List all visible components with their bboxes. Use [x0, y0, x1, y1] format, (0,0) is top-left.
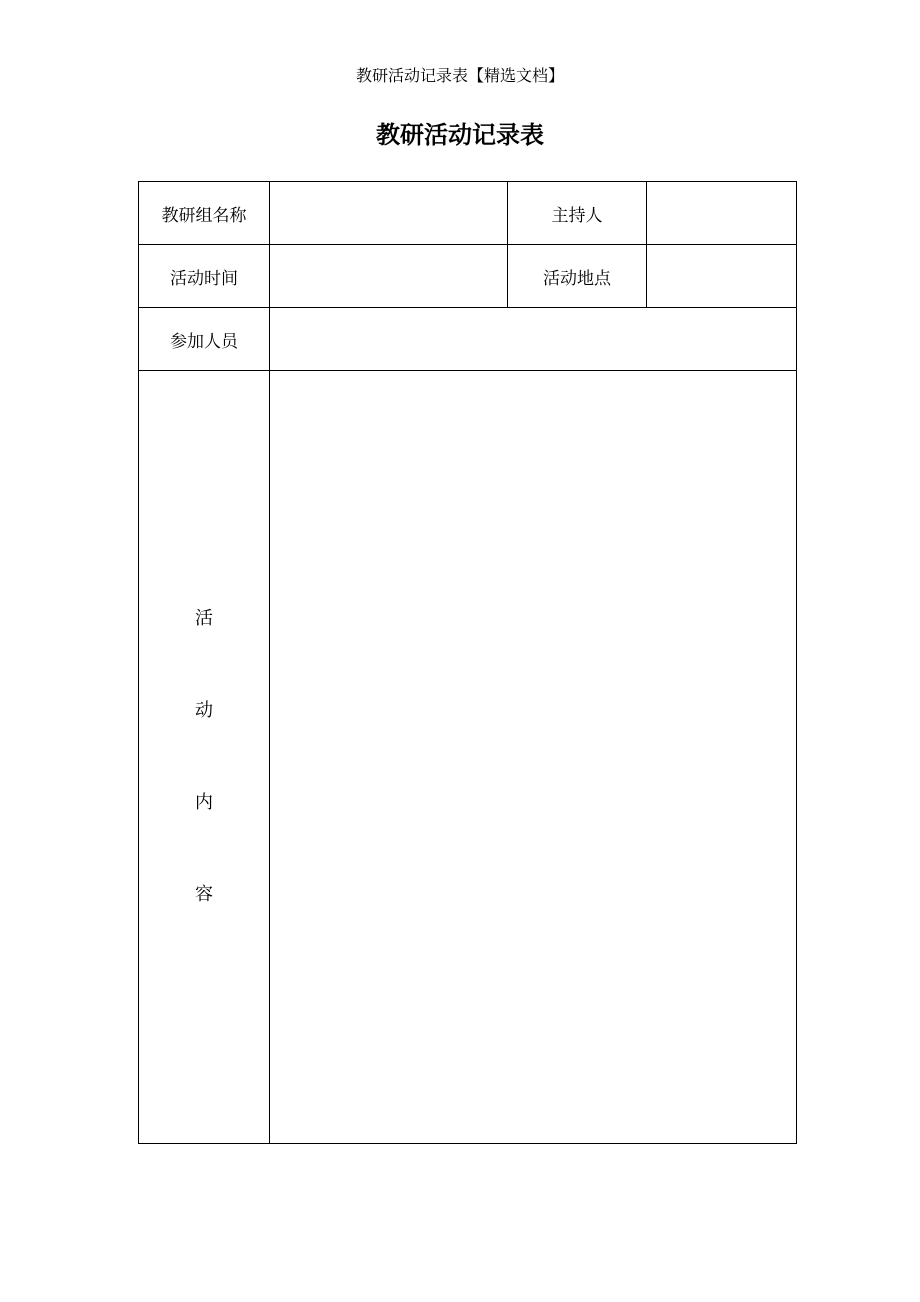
page-title: 教研活动记录表 [376, 120, 544, 149]
activity-location-label: 活动地点 [508, 245, 647, 308]
content-label-char: 内 [195, 792, 213, 813]
activity-location-field[interactable] [647, 245, 797, 308]
content-label-char: 动 [195, 700, 213, 721]
table-row [139, 371, 797, 1144]
host-label: 主持人 [508, 182, 647, 245]
participants-field[interactable] [270, 308, 797, 371]
host-field[interactable] [647, 182, 797, 245]
table-row [139, 245, 797, 308]
table-row [139, 308, 797, 371]
activity-content-field[interactable] [270, 371, 797, 1144]
content-label-char: 活 [195, 608, 213, 629]
activity-content-label [139, 371, 270, 1144]
activity-time-label: 活动时间 [139, 245, 270, 308]
content-label-char: 容 [195, 884, 213, 905]
activity-record-table [138, 181, 797, 1144]
group-name-field[interactable] [270, 182, 508, 245]
table-row [139, 182, 797, 245]
participants-label: 参加人员 [139, 308, 270, 371]
group-name-label: 教研组名称 [139, 182, 270, 245]
document-header: 教研活动记录表【精选文档】 [355, 66, 564, 85]
activity-time-field[interactable] [270, 245, 508, 308]
